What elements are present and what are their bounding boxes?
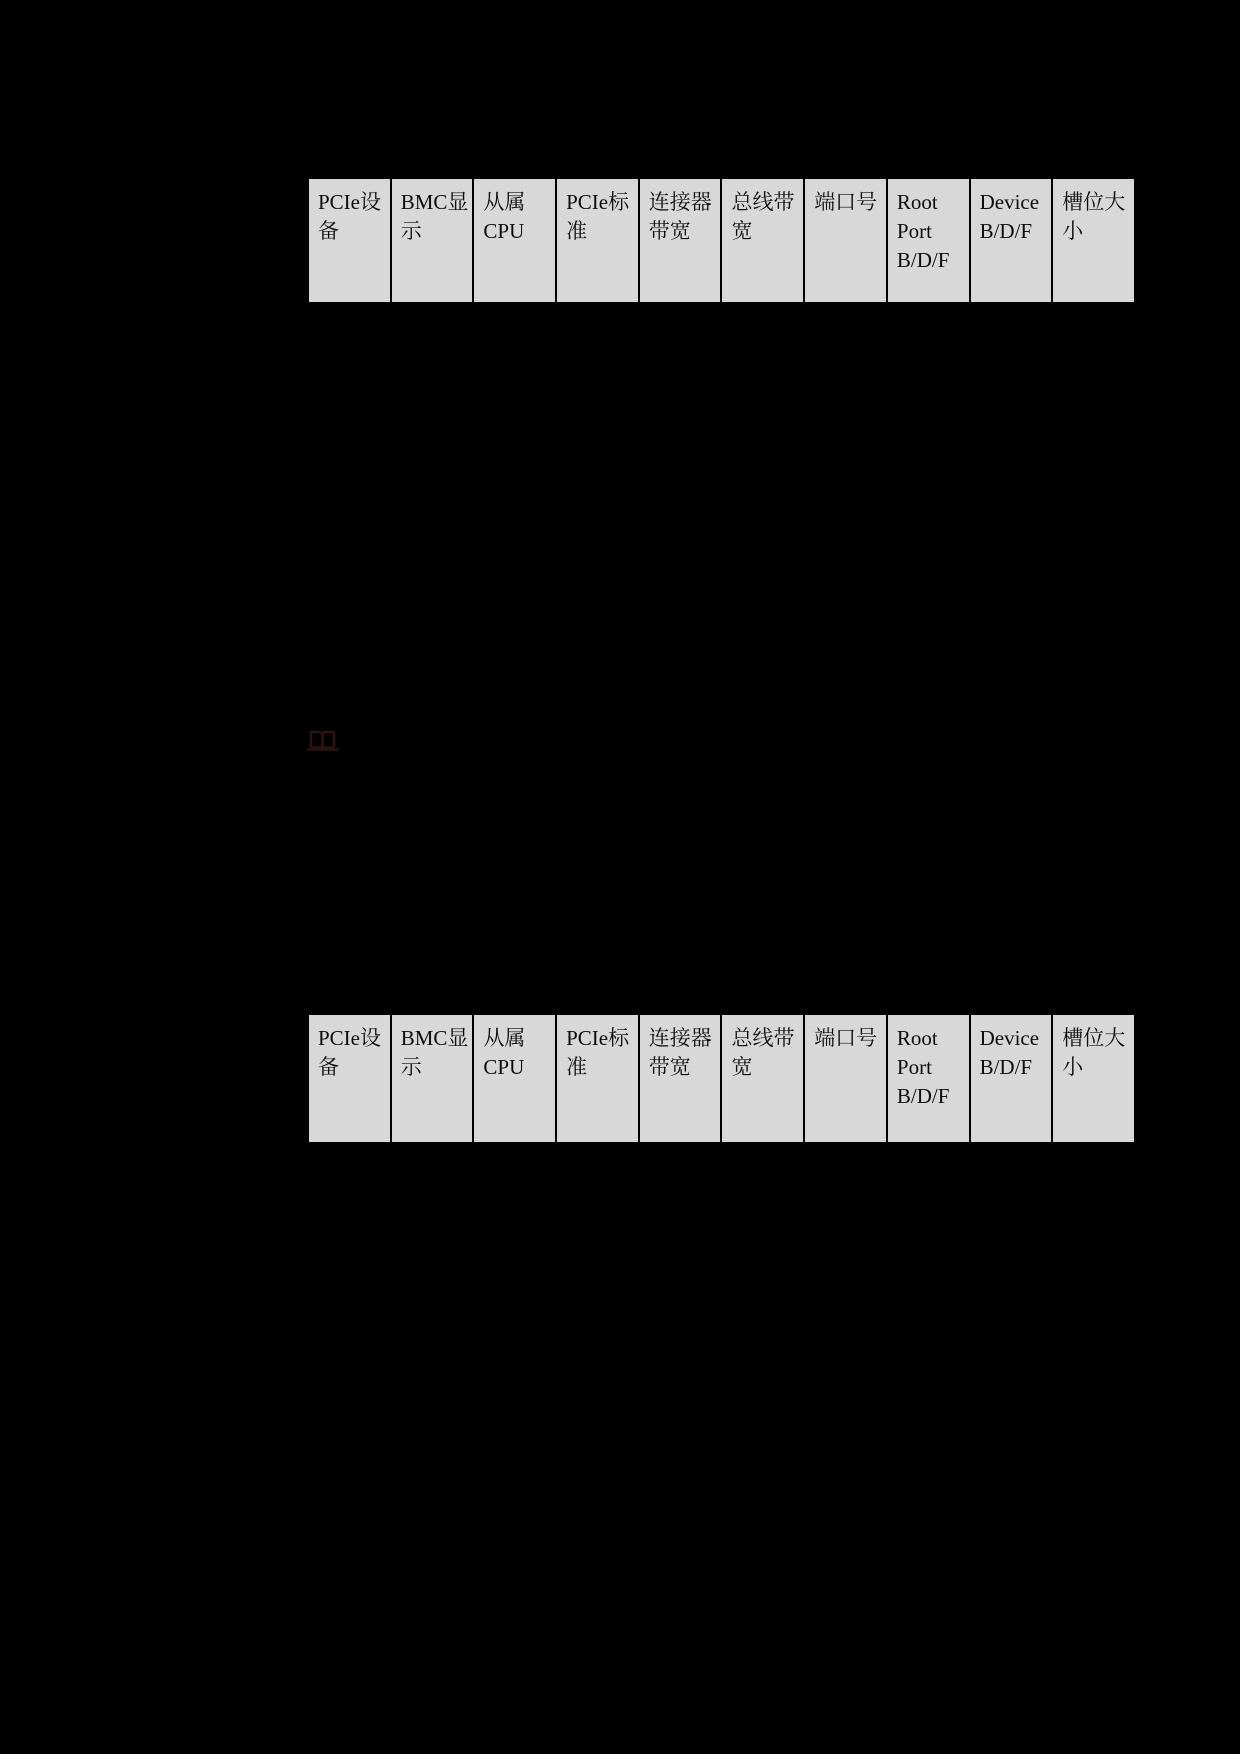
t2-header-cell-slot-size: 槽位大小 <box>1053 1015 1134 1142</box>
pcie-table-1-header-row <box>309 179 1134 302</box>
t1-header-cell-device-bdf: Device B/D/F <box>971 179 1052 302</box>
t2-header-cell-port-number: 端口号 <box>805 1015 886 1142</box>
t2-header-cell-connector-bandwidth: 连接器带宽 <box>640 1015 721 1142</box>
t1-header-cell-bmc-display: BMC显示 <box>392 179 473 302</box>
t2-header-cell-bus-bandwidth: 总线带宽 <box>722 1015 803 1142</box>
t1-header-cell-port-number: 端口号 <box>805 179 886 302</box>
pcie-table-2-header-row <box>309 1015 1134 1142</box>
t1-header-cell-bus-bandwidth: 总线带宽 <box>722 179 803 302</box>
t2-header-cell-device-bdf: Device B/D/F <box>971 1015 1052 1142</box>
t2-header-cell-bmc-display: BMC显示 <box>392 1015 473 1142</box>
t1-header-cell-owner-cpu: 从属CPU <box>474 179 555 302</box>
t2-header-cell-root-port-bdf: Root Port B/D/F <box>888 1015 969 1142</box>
open-book-icon <box>305 729 340 755</box>
t1-header-cell-root-port-bdf: Root Port B/D/F <box>888 179 969 302</box>
t2-header-cell-pcie-device: PCIe设备 <box>309 1015 390 1142</box>
t2-header-cell-pcie-standard: PCIe标准 <box>557 1015 638 1142</box>
t1-header-cell-slot-size: 槽位大小 <box>1053 179 1134 302</box>
t1-header-cell-pcie-standard: PCIe标准 <box>557 179 638 302</box>
t1-header-cell-connector-bandwidth: 连接器带宽 <box>640 179 721 302</box>
t1-header-cell-pcie-device: PCIe设备 <box>309 179 390 302</box>
t2-header-cell-owner-cpu: 从属CPU <box>474 1015 555 1142</box>
